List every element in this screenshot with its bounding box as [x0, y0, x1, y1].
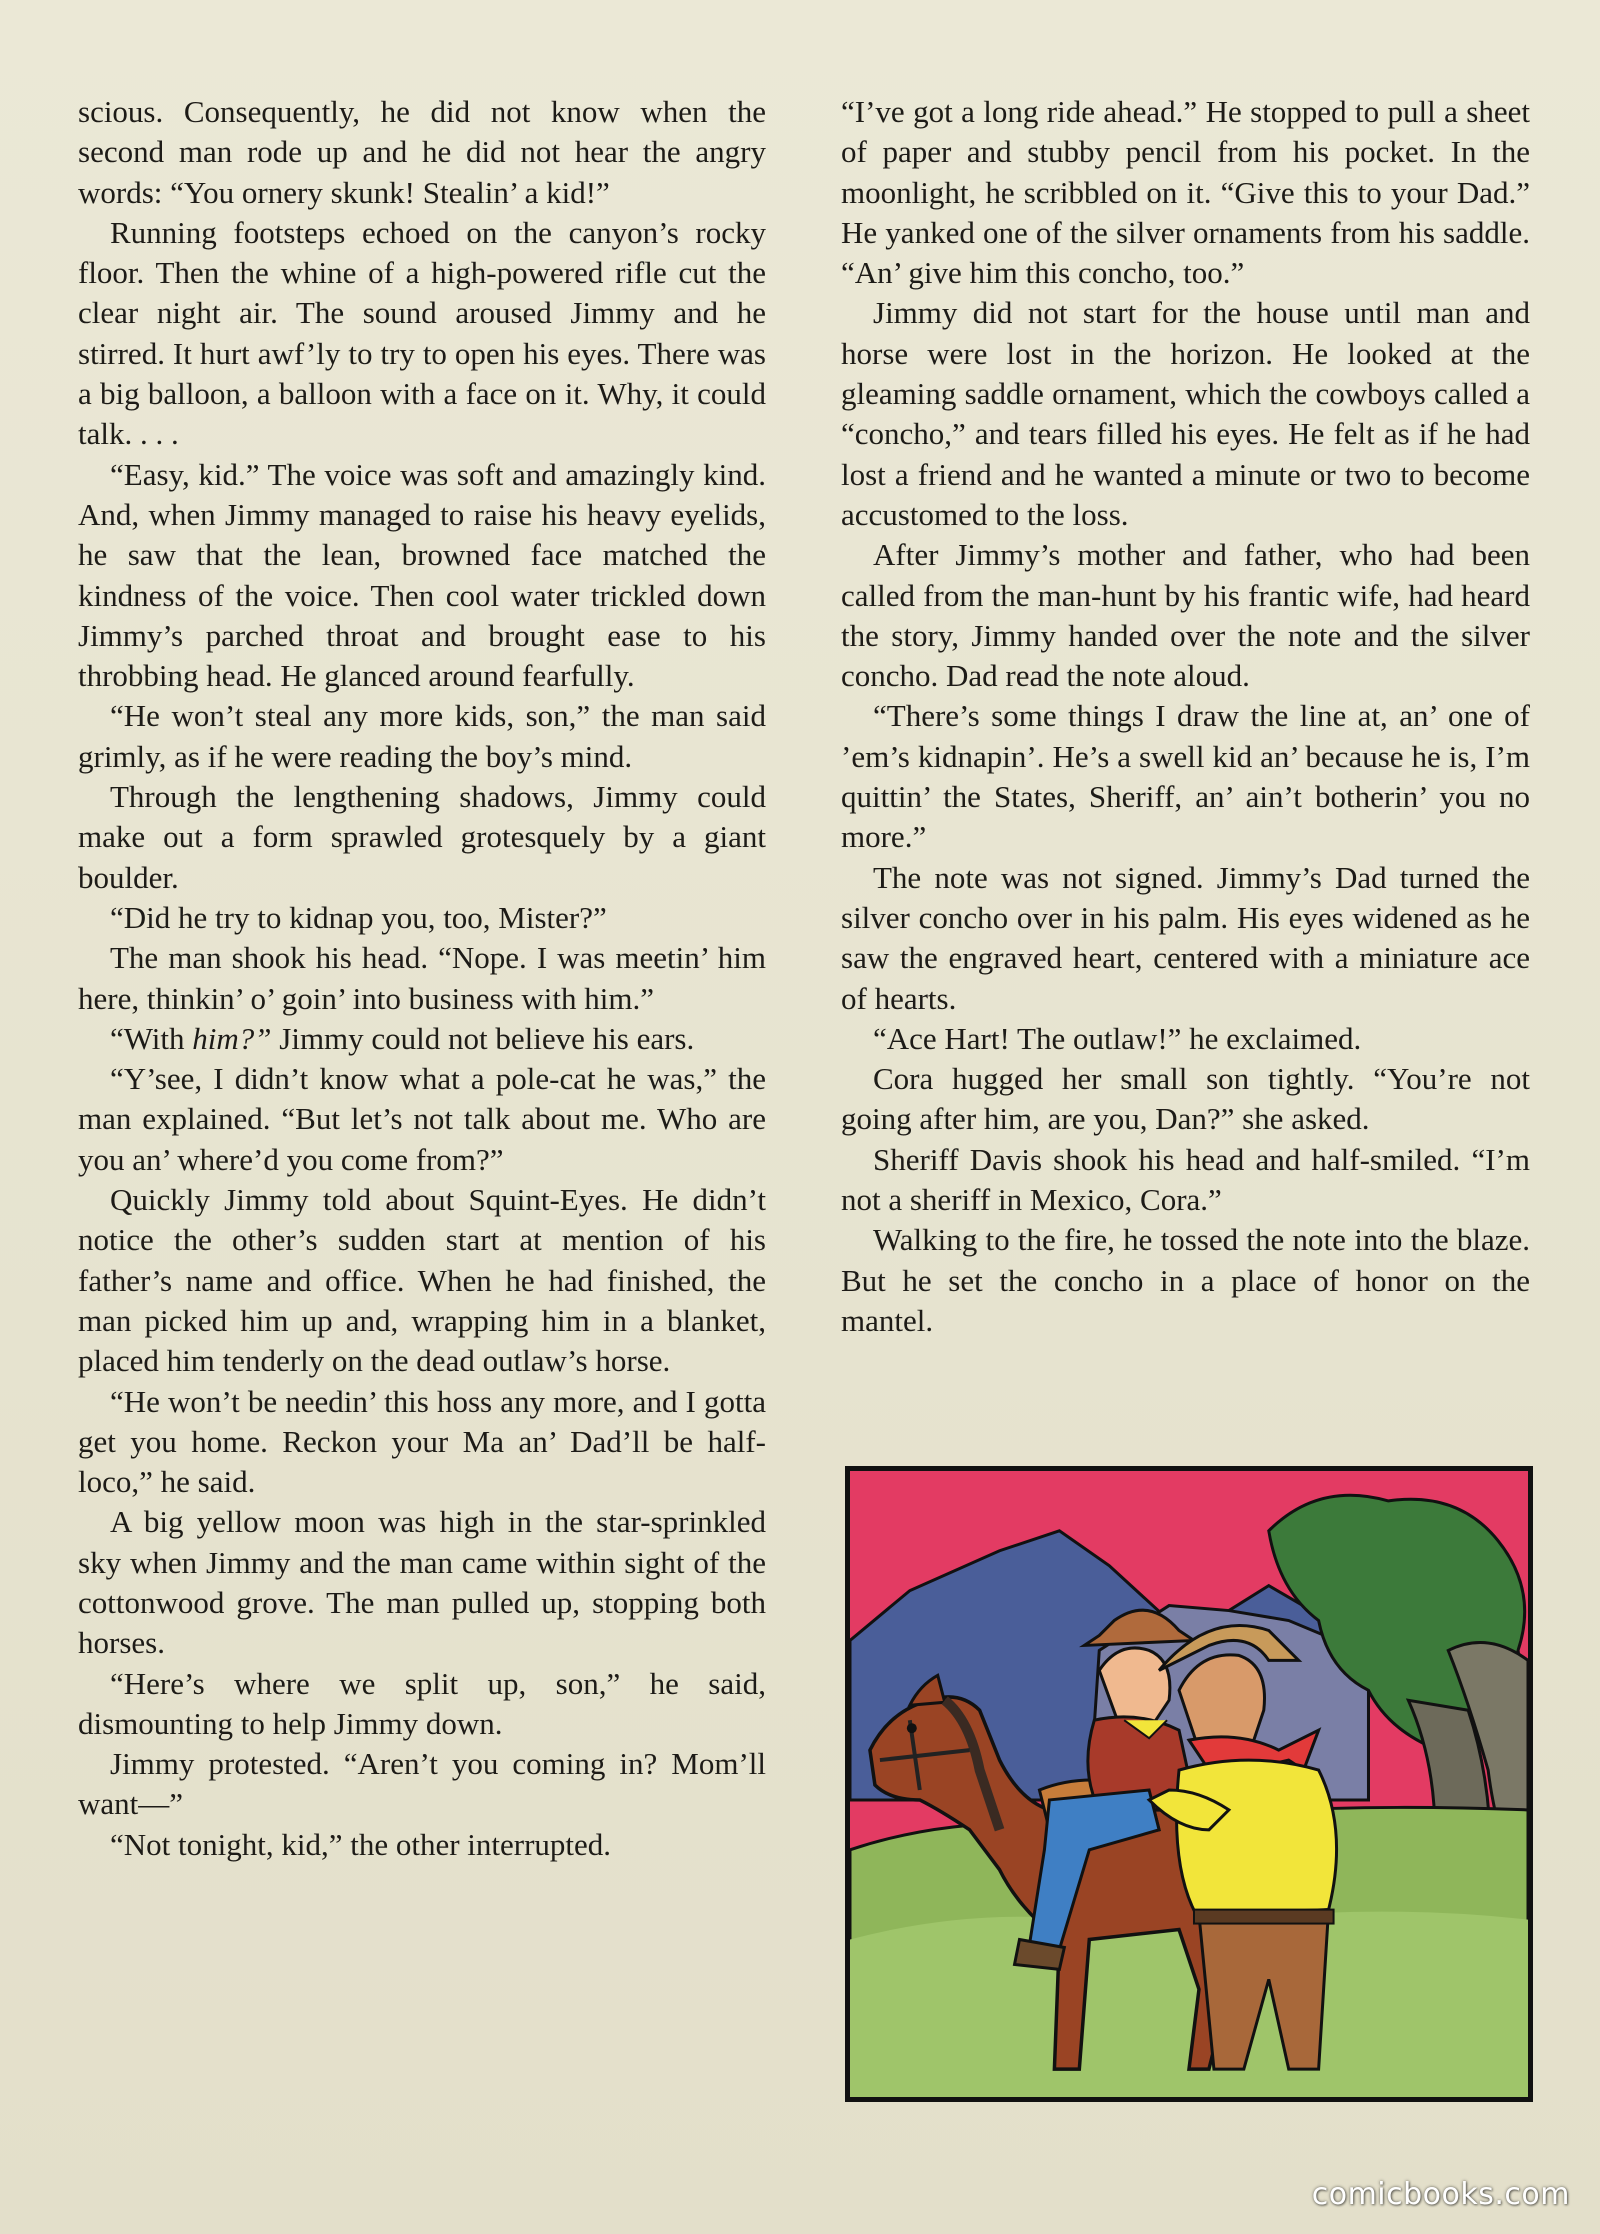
cowboy-belt — [1194, 1910, 1334, 1924]
paragraph: “Ace Hart! The outlaw!” he exclaimed. — [873, 1020, 1362, 1056]
paragraph: “He won’t steal any more kids, son,” the man said grimly, as if he were reading the boy’s mind. — [78, 698, 766, 774]
paragraph: “He won’t be needin’ this hoss any more, and I gotta get you home. Reckon your Ma an’ Dad’ll be half-loco,” he said. — [78, 1383, 766, 1500]
paragraph: Quickly Jimmy told about Squint-Eyes. He didn’t notice the other’s sudden start at mention of his father’s name and office. When he had finished, the man picked him up and, wrapping him in a blanket, placed him tenderly on the dead outlaw’s horse. — [78, 1182, 766, 1379]
paragraph: “Did he try to kidnap you, too, Mister?” — [110, 899, 607, 935]
cowboy-and-boy-illustration — [850, 1471, 1528, 2097]
watermark: comicbooks.com — [1311, 2177, 1570, 2212]
horse-eye — [907, 1723, 917, 1733]
paragraph: Through the lengthening shadows, Jimmy could make out a form sprawled grotesquely by a giant boulder. — [78, 779, 766, 895]
paragraph: Cora hugged her small son tightly. “You’re not going after him, are you, Dan?” she asked. — [841, 1061, 1530, 1137]
illustration-panel — [845, 1466, 1533, 2102]
paragraph: The man shook his head. “Nope. I was meetin’ him here, thinkin’ o’ goin’ into business with him.” — [78, 940, 766, 1016]
paragraph — [78, 1019, 766, 1059]
cowboy-shirt — [1177, 1760, 1337, 1919]
paragraph: Walking to the fire, he tossed the note into the blaze. But he set the concho in a place of honor on the mantel. — [841, 1222, 1530, 1338]
paragraph: “Easy, kid.” The voice was soft and amazingly kind. And, when Jimmy managed to raise his heavy eyelids, he saw that the lean, browned face matched the kindness of the voice. Then cool water trickled down Jimmy’s parched throat and brought ease to his throbbing head. He glanced around fearfully. — [78, 456, 766, 694]
text-span: “With — [110, 1020, 193, 1056]
paragraph: “Here’s where we split up, son,” he said, dismounting to help Jimmy down. — [78, 1665, 766, 1741]
text-span: Jimmy could not believe his ears. — [271, 1020, 695, 1056]
paragraph: Jimmy protested. “Aren’t you coming in? Mom’ll want—” — [78, 1746, 766, 1822]
paragraph: “There’s some things I draw the line at, an’ one of ’em’s kidnapin’. He’s a swell kid an’ because he is, I’m quittin’ the States, Sheriff, an’ ain’t botherin’ you no more.” — [841, 698, 1530, 855]
paragraph: scious. Consequently, he did not know when the second man rode up and he did not hear the angry words: “You ornery skunk! Stealin’ a kid!” — [78, 94, 766, 210]
paragraph: Jimmy did not start for the house until man and horse were lost in the horizon. He looked at the gleaming saddle ornament, which the cowboys called a “concho,” and tears filled his eyes. He felt as if he had lost a friend and he wanted a minute or two to become accustomed to the loss. — [841, 295, 1530, 532]
paragraph: “Not tonight, kid,” the other interrupted. — [110, 1826, 612, 1862]
right-text-column — [841, 92, 1530, 1341]
paragraph: “I’ve got a long ride ahead.” He stopped to pull a sheet of paper and stubby pencil from his pocket. In the moonlight, he scribbled on it. “Give this to your Dad.” He yanked one of the silver ornaments from his saddle. “An’ give him this concho, too.” — [841, 94, 1530, 291]
paragraph: Sheriff Davis shook his head and half-smiled. “I’m not a sheriff in Mexico, Cora.” — [841, 1141, 1530, 1218]
paragraph: The note was not signed. Jimmy’s Dad turned the silver concho over in his palm. His eyes widened as he saw the engraved heart, centered with a miniature ace of hearts. — [841, 859, 1530, 1016]
emphasis-text: him?” — [192, 1020, 272, 1056]
left-text-column — [78, 92, 766, 1865]
paragraph: A big yellow moon was high in the star-sprinkled sky when Jimmy and the man came within sight of the cottonwood grove. The man pulled up, stopping both horses. — [78, 1504, 766, 1661]
paragraph: “Y’see, I didn’t know what a pole-cat he was,” the man explained. “But let’s not talk about me. Who are you an’ where’d you come from?” — [78, 1061, 766, 1177]
paragraph: Running footsteps echoed on the canyon’s rocky floor. Then the whine of a high-powered rifle cut the clear night air. The sound aroused Jimmy and he stirred. It hurt awf’ly to try to open his eyes. There was a big balloon, a balloon with a face on it. Why, it could talk. . . . — [78, 214, 766, 452]
paragraph: After Jimmy’s mother and father, who had been called from the man-hunt by his frantic wife, had heard the story, Jimmy handed over the note and the silver concho. Dad read the note aloud. — [841, 537, 1530, 694]
